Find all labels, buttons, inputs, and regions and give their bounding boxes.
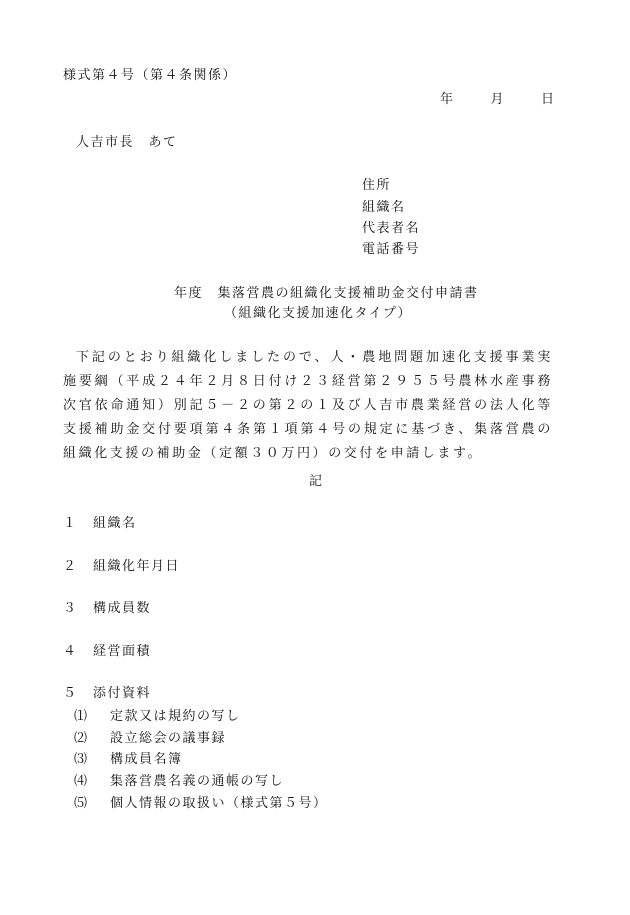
date-line [440, 92, 556, 108]
applicant-representative-label: 代表者名 [362, 221, 421, 236]
item-label: 構成員数 [93, 601, 152, 616]
form-number: 様式第４号（第４条関係） [63, 68, 238, 83]
date-month: 月 [490, 92, 506, 107]
attachment-label: 構成員名簿 [110, 752, 183, 767]
attachment-item [74, 709, 241, 725]
attachment-label: 個人情報の取扱い（様式第５号） [110, 796, 328, 811]
attachment-number: ⑴ [74, 709, 89, 724]
item-label: 組織名 [93, 516, 137, 531]
applicant-phone-label: 電話番号 [362, 242, 421, 257]
item-label: 経営面積 [93, 644, 152, 659]
item-attachments [63, 686, 151, 702]
attachment-item [74, 774, 284, 790]
applicant-organization-label: 組織名 [362, 200, 406, 215]
attachment-number: ⑷ [74, 774, 89, 789]
attachment-number: ⑵ [74, 731, 89, 746]
item-number: ４ [63, 644, 78, 659]
ki-heading: 記 [309, 474, 324, 489]
item-member-count [63, 601, 151, 617]
item-number: ５ [63, 686, 78, 701]
attachment-label: 設立総会の議事録 [110, 731, 227, 746]
attachment-item [74, 796, 328, 812]
item-farm-area [63, 644, 151, 660]
document-title: 年度 集落営農の組織化支援補助金交付申請書 [174, 286, 479, 301]
date-year: 年 [440, 92, 455, 107]
item-label: 組織化年月日 [93, 559, 181, 574]
date-day: 日 [541, 92, 556, 107]
applicant-address-label: 住所 [362, 178, 392, 193]
attachment-label: 集落営農名義の通帳の写し [110, 774, 285, 789]
attachment-label: 定款又は規約の写し [110, 709, 241, 724]
attachment-number: ⑶ [74, 752, 89, 767]
body-paragraph: 下記のとおり組織化しましたので、人・農地問題加速化支援事業実施要綱（平成２４年２月８日付け２３経営第２９５５号農林水産事務次官依命通知）別記５－２の第２の１及び人吉市農業経営の法人化等支援補助金交付要項第４条第１項第４号の規定に基づき、集落営農の組織化支援の補助金（定額３０万円）の交付を申請します。 [63, 350, 553, 461]
attachment-item [74, 731, 226, 747]
attachment-item [74, 752, 183, 768]
item-label: 添付資料 [93, 686, 152, 701]
addressee: 人吉市長 あて [76, 135, 178, 150]
item-organization-name [63, 516, 137, 532]
item-number: ３ [63, 601, 78, 616]
item-organization-date [63, 559, 180, 575]
attachment-number: ⑸ [74, 796, 89, 811]
item-number: １ [63, 516, 78, 531]
item-number: ２ [63, 559, 78, 574]
document-subtitle: （組織化支援加速化タイプ） [224, 306, 412, 321]
